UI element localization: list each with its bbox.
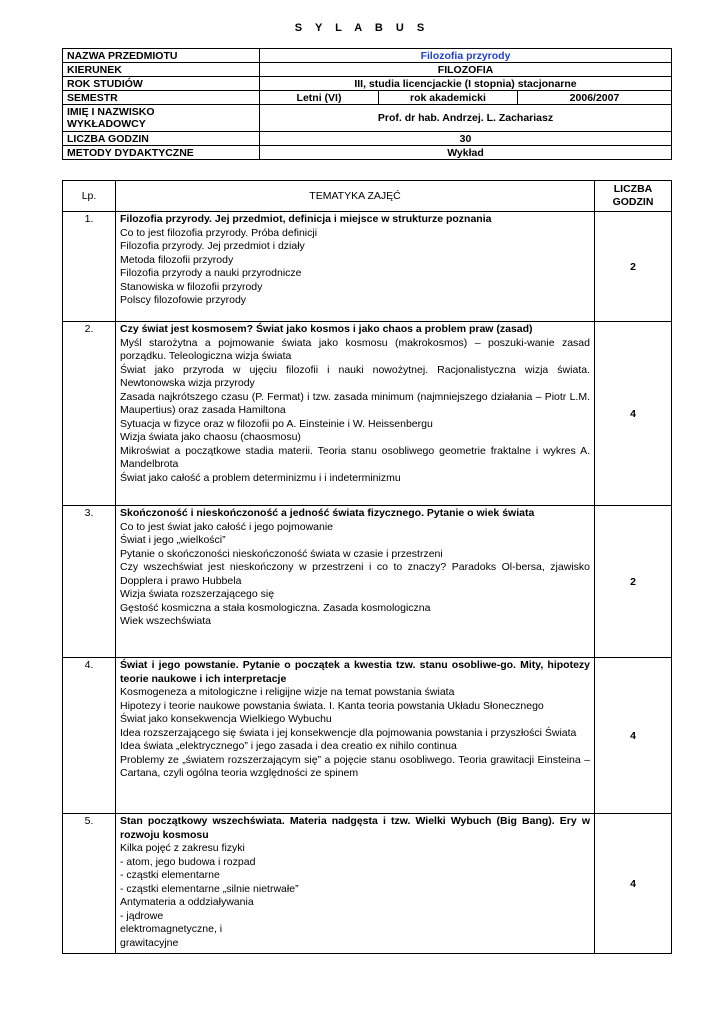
lecturer-value: Prof. dr hab. Andrzej. L. Zachariasz <box>260 105 672 132</box>
topics-table <box>62 180 672 954</box>
topic-subitem: - cząstki elementarne <box>120 869 220 881</box>
topic-content <box>116 506 595 658</box>
topic-title: Stan początkowy wszechświata. Materia nadgęsta i tzw. Wielki Wybuch (Big Bang). Ery w rozwoju kosmosu <box>120 815 590 841</box>
lecturer-label-line-1: IMIĘ I NAZWISKO <box>67 106 155 118</box>
topic-title: Czy świat jest kosmosem? Świat jako kosmos i jako chaos a problem praw (zasad) <box>120 323 533 335</box>
topic-content <box>116 658 595 814</box>
semester-value: Letni (VI) <box>260 91 379 105</box>
topic-subitem: Co to jest filozofia przyrody. Próba definicji <box>120 226 318 239</box>
topic-subitem: Czy wszechświat jest nieskończony w przestrzeni i co to znaczy? Paradoks Ol-bersa, zjawisko Dopplera i prawo Hubbela <box>120 561 590 587</box>
field-row <box>63 63 672 77</box>
topic-title: Skończoność i nieskończoność a jedność świata fizycznego. Pytanie o wiek świata <box>120 507 535 519</box>
year-value: III, studia licencjackie (I stopnia) stacjonarne <box>260 77 672 91</box>
topic-subitem: Filozofia przyrody a nauki przyrodnicze <box>120 267 302 279</box>
topic-hours: 4 <box>595 322 672 506</box>
topic-subitem: - cząstki elementarne „silnie nietrwałe” <box>120 882 299 895</box>
academic-year-value: 2006/2007 <box>518 91 672 105</box>
topic-subitem: Metoda filozofii przyrody <box>120 253 234 266</box>
hours-value: 30 <box>260 132 672 146</box>
document-title: S Y L A B U S <box>294 22 430 34</box>
topic-subitem: Co to jest świat jako całość i jego pojmowanie <box>120 520 334 533</box>
topic-subitem: Świat jako całość a problem determinizmu i i indeterminizmu <box>120 471 401 484</box>
lp-header: Lp. <box>63 181 116 212</box>
topic-content <box>116 212 595 322</box>
methods-label: METODY DYDAKTYCZNE <box>63 146 260 160</box>
topic-row <box>63 814 672 954</box>
topic-subitem: Sytuacja w fizyce oraz w filozofii po A. Einsteinie i W. Heissenbergu <box>120 417 433 430</box>
topic-number: 5. <box>63 814 116 954</box>
subject-label: NAZWA PRZEDMIOTU <box>63 49 260 63</box>
year-row <box>63 77 672 91</box>
topic-subitem: elektromagnetyczne, i <box>120 923 223 935</box>
topic-content <box>116 322 595 506</box>
topic-subitem: Filozofia przyrody. Jej przedmiot i działy <box>120 240 305 252</box>
topic-subitem: Pytanie o skończoności nieskończoność świata w czasie i przestrzeni <box>120 547 443 560</box>
lecturer-row <box>63 105 672 132</box>
topic-subitem: Mikroświat a początkowe stadia materii. Teoria stanu osobliwego geometrie fraktalne i wykres A. Mandelbrota <box>120 444 590 470</box>
topic-row <box>63 658 672 814</box>
semester-label: SEMESTR <box>63 91 260 105</box>
subject-value: Filozofia przyrody <box>260 49 672 63</box>
year-label: ROK STUDIÓW <box>63 77 260 91</box>
topic-subitem: Świat jako konsekwencja Wielkiego Wybuchu <box>120 713 332 725</box>
topic-subitem: grawitacyjne <box>120 936 179 949</box>
topic-subitem: Kosmogeneza a mitologiczne i religijne wizje na temat powstania świata <box>120 686 455 698</box>
lecturer-label <box>63 105 260 132</box>
topic-subitem: - atom, jego budowa i rozpad <box>120 855 256 868</box>
topic-subitem: Gęstość kosmiczna a stała kosmologiczna. Zasada kosmologiczna <box>120 601 431 614</box>
topic-subitem: Problemy ze „światem rozszerzającym się” a pojęcie stanu osobliwego. Teoria grawitacji Einsteina – Cartana, czyli ogólna teoria względności ze spinem <box>120 753 590 779</box>
topic-content <box>116 814 595 954</box>
topic-hours: 4 <box>595 658 672 814</box>
topic-subitem: Antymateria a oddziaływania <box>120 896 254 908</box>
lecturer-label-line-2: WYKŁADOWCY <box>67 118 146 130</box>
hours-row <box>63 132 672 146</box>
subject-row <box>63 49 672 63</box>
topic-number: 1. <box>63 212 116 322</box>
course-info-table <box>62 48 672 160</box>
academic-year-label: rok akademicki <box>379 91 518 105</box>
topic-title: Filozofia przyrody. Jej przedmiot, definicja i miejsce w strukturze poznania <box>120 213 492 225</box>
topic-hours: 4 <box>595 814 672 954</box>
topic-number: 2. <box>63 322 116 506</box>
topic-number: 4. <box>63 658 116 814</box>
semester-row <box>63 91 672 105</box>
topic-subitem: - jądrowe <box>120 909 164 922</box>
topic-subitem: Idea rozszerzającego się świata i jej konsekwencje dla pojmowania powstania i przyszłości Świata <box>120 726 577 739</box>
topic-subitem: Świat i jego „wielkości” <box>120 534 226 546</box>
field-label: KIERUNEK <box>63 63 260 77</box>
topic-subitem: Idea świata „elektrycznego” i jego zasada i dea creatio ex nihilo continua <box>120 740 457 752</box>
topic-subitem: Stanowiska w filozofii przyrody <box>120 280 263 293</box>
topic-subitem: Wiek wszechświata <box>120 615 212 627</box>
topic-number: 3. <box>63 506 116 658</box>
topic-subitem: Myśl starożytna a pojmowanie świata jako kosmosu (makrokosmos) – poszuki-wanie zasad porządku. Teleologiczna wizja świata <box>120 336 590 362</box>
topic-header: TEMATYKA ZAJĘĆ <box>116 181 595 212</box>
topic-subitem: Polscy filozofowie przyrody <box>120 294 247 306</box>
topic-title: Świat i jego powstanie. Pytanie o początek a kwestia tzw. stanu osobliwe-go. Mity, hipotezy teorie naukowe i ich interpretacje <box>120 659 590 685</box>
topic-hours: 2 <box>595 506 672 658</box>
topic-subitem: Zasada najkrótszego czasu (P. Fermat) i tzw. zasada minimum (najmniejszego działania – Piotr L.M. Maupertius) oraz zasada Hamiltona <box>120 390 590 416</box>
hours-header-line-2: GODZIN <box>612 196 654 208</box>
hours-header-line-1: LICZBA <box>613 183 653 195</box>
topic-subitem: Świat jako przyroda w ujęciu filozofii i nauki nowożytnej. Racjonalistyczna wizja świata. Newtonowska wizja przyrody <box>120 363 590 389</box>
topic-hours: 2 <box>595 212 672 322</box>
topics-header-row <box>63 181 672 212</box>
methods-row <box>63 146 672 160</box>
hours-header <box>595 181 672 212</box>
hours-label: LICZBA GODZIN <box>63 132 260 146</box>
field-value: FILOZOFIA <box>260 63 672 77</box>
topic-row <box>63 212 672 322</box>
topic-subitem: Wizja świata rozszerzającego się <box>120 588 275 600</box>
topic-subitem: Hipotezy i teorie naukowe powstania świata. I. Kanta teoria powstania Układu Słonecznego <box>120 699 544 712</box>
topic-subitem: Wizja świata jako chaosu (chaosmosu) <box>120 431 301 443</box>
methods-value: Wykład <box>260 146 672 160</box>
topic-row <box>63 506 672 658</box>
topic-row <box>63 322 672 506</box>
topic-subitem: Kilka pojęć z zakresu fizyki <box>120 842 245 854</box>
